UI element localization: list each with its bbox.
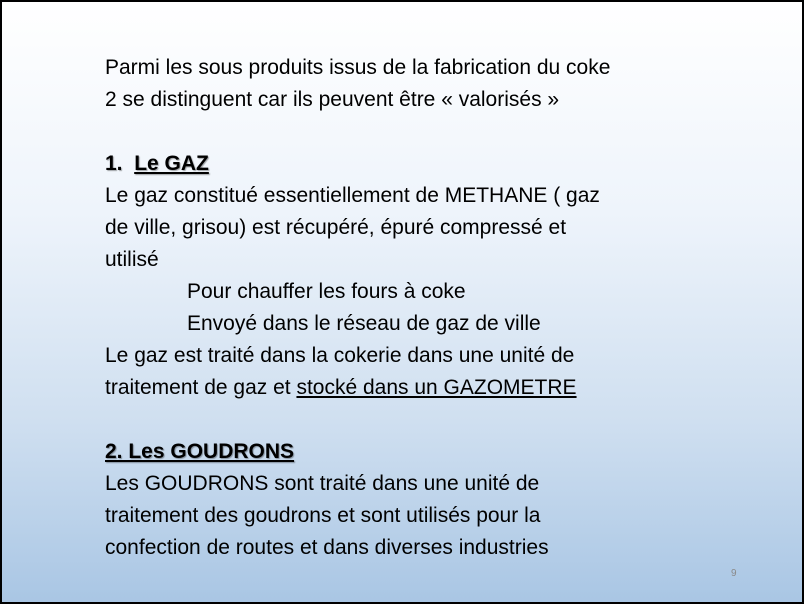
gaz-line-3: utilisé [105, 248, 159, 271]
gaz-use-1: Pour chauffer les fours à coke [187, 280, 466, 303]
section-gaz-number: 1. [105, 152, 123, 175]
section-goudrons-heading: 2. Les GOUDRONS [105, 440, 295, 463]
intro-line-1: Parmi les sous produits issus de la fabrication du coke [105, 56, 611, 79]
gaz-use-2: Envoyé dans le réseau de gaz de ville [187, 312, 541, 335]
goudrons-line-3: confection de routes et dans diverses industries [105, 536, 549, 559]
gaz-line-5-prefix: traitement de gaz et [105, 376, 297, 399]
gazometre-link: stocké dans un GAZOMETRE [296, 376, 577, 399]
section-gaz-heading [105, 148, 209, 180]
intro-line-2: 2 se distinguent car ils peuvent être « valorisés » [105, 88, 560, 111]
gaz-line-5 [105, 372, 577, 404]
gaz-line-2: de ville, grisou) est récupéré, épuré compressé et [105, 216, 567, 239]
goudrons-line-1: Les GOUDRONS sont traité dans une unité de [105, 472, 540, 495]
gaz-line-4: Le gaz est traité dans la cokerie dans une unité de [105, 344, 575, 367]
section-gaz-title: Le GAZ [134, 152, 209, 175]
gaz-line-1: Le gaz constitué essentiellement de METHANE ( gaz [105, 184, 600, 207]
goudrons-line-2: traitement des goudrons et sont utilisés pour la [105, 504, 541, 527]
slide-number: 9 [731, 568, 737, 579]
